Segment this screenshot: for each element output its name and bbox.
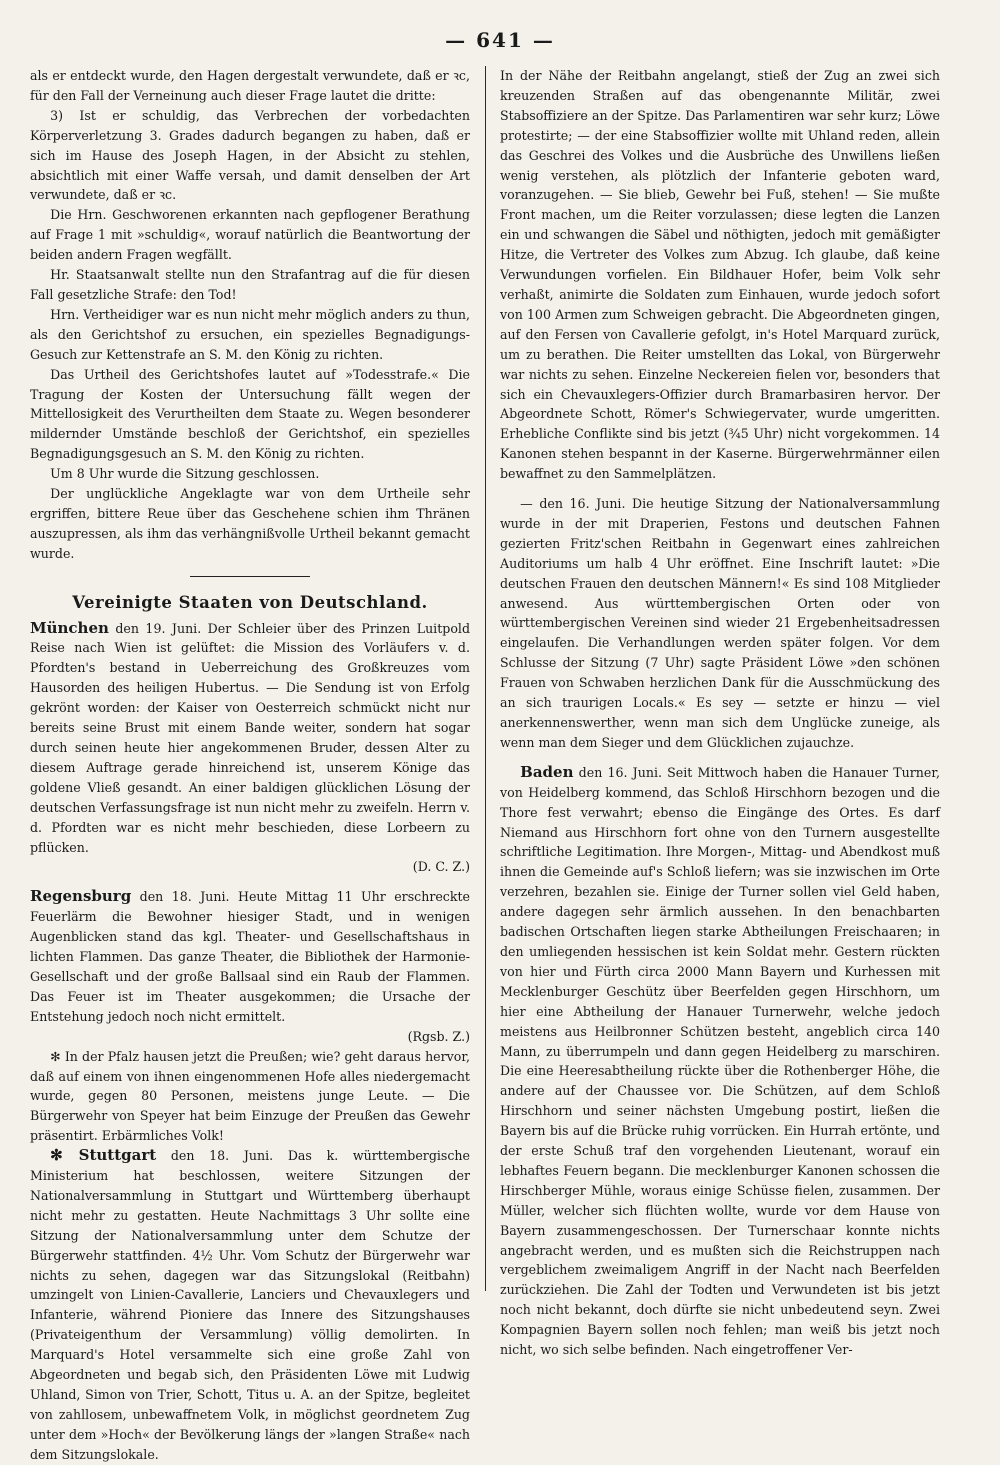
source-citation: (D. C. Z.) (412, 859, 470, 875)
paragraph: Um 8 Uhr wurde die Sitzung geschlossen. (50, 466, 320, 482)
columns (30, 66, 940, 1462)
paragraph: In der Nähe der Reitbahn angelangt, stieß der Zug an zwei sich kreuzenden Straßen auf das obengenannte Militär, zwei Stabsoffiziere an der Spitze. Das Parlamentiren war sehr kurz; Löwe protestirte; — der eine Stabsoffizier wollte mit Uhland reden, allein das Geschrei des Volkes und die Ausbrüche des Unwillens ließen wenig verstehen, als plötzlich der Infanterie geboten ward, voranzugehen. — Sie blieb, Gewehr bei Fuß, stehen! — Sie mußte Front machen, um die Reiter vorzulassen; diese legten die Lanzen ein und schwangen die Säbel und nöthigten, jedoch mit gemäßigter Hitze, die Vertreter des Volkes zum Abzug. Ich glaube, daß keine Verwundungen vorfielen. Ein Bildhauer Hofer, beim Volk sehr verhaßt, animirte die Soldaten zum Einhauen, wurde jedoch sofort von 100 Armen zum Schweigen gebracht. Die Abgeordneten gingen, auf den Fersen von Cavallerie gefolgt, in's Hotel Marquard zurück, um zu berathen. Die Reiter umstellten das Lokal, von Bürgerwehr war nichts zu sehen. Einzelne Neckereien fielen vor, besonders that sich ein Chevauxlegers-Offizier durch Bramarbasiren hervor. Der Abgeordnete Schott, Römer's Schwiegervater, wurde umgeritten. Erhebliche Conflikte sind bis jetzt (¾5 Uhr) nicht vorgekommen. 14 Kanonen stehen bespannt in der Kaserne. Bürgerwehrmänner eilen bewaffnet zu den Sammelplätzen. (500, 68, 940, 482)
paragraph: Der unglückliche Angeklagte war von dem Urtheile sehr ergriffen, bittere Reue über das Geschehene schien ihm Thränen auszupressen, als ihm das verhängnißvolle Urtheil bekannt gemacht wurde. (30, 486, 470, 561)
source-citation: (Rgsb. Z.) (407, 1028, 470, 1044)
dateline-location: Baden (520, 762, 574, 781)
column-rule (485, 66, 486, 1291)
section-divider (190, 576, 310, 577)
news-item-muenchen (30, 619, 470, 858)
news-item-baden (500, 763, 940, 1360)
news-item-pfalz: ✻ In der Pfalz hausen jetzt die Preußen; wie? geht daraus hervor, daß auf einem von ihnen eingenommenen Hofe alles niedergemacht wurde, gegen 80 Personen, meistens junge Leute. — Die Bürgerwehr von Speyer hat beim Einzuge der Preußen das Gewehr präsentirt. Erbärmliches Volk! (30, 1048, 470, 1144)
paragraph: Hrn. Vertheidiger war es nun nicht mehr möglich anders zu thun, als den Gerichtshof zu ersuchen, ein spezielles Begnadigungs-Gesuch zur Kettenstrafe an S. M. den König zu richten. (30, 306, 471, 362)
news-text: den 19. Juni. Der Schleier über des Prinzen Luitpold Reise nach Wien ist gelüftet: die Mission des Vorläufers v. d. Pfordten's bestand in Ueberreichung des Großkreuzes vom Hausorden des heiligen Hubertus. — Die Sendung ist von Erfolg gekrönt worden: der Kaiser von Oesterreich schmückt nicht nur bereits seine Brust mit einem Bande weiter, sondern hat sogar durch seinen heute hier angekommenen Bruder, dessen Alter zu diesem Auftrage gerade hinreichend ist, unserem Könige das goldene Vließ gesandt. An einer baldigen glücklichen Lösung der deutschen Verfassungsfrage ist nun nicht mehr zu zweifeln. Herrn v. d. Pfordten war es nicht mehr beschieden, diese Lorbeern zu pflücken. (30, 620, 470, 855)
right-column (500, 66, 940, 1358)
paragraph: als er entdeckt wurde, den Hagen dergestalt verwundete, daß er ꝛc, für den Fall der Verneinung auch dieser Frage lautet die dritte: (30, 68, 470, 103)
paragraph: Das Urtheil des Gerichtshofes lautet auf »Todesstrafe.« Die Tragung der Kosten der Untersuchung fällt wegen der Mittellosigkeit des Verurtheilten dem Staate zu. Wegen besonderer mildernder Umstände beschloß der Gerichtshof, ein spezielles Begnadigungsgesuch an S. M. den König zu richten. (30, 366, 470, 462)
section-title: Vereinigte Staaten von Deutschland. (72, 592, 428, 612)
news-text: den 18. Juni. Das k. württembergische Ministerium hat beschlossen, weitere Sitzungen der Nationalversammlung in Stuttgart und Württemberg überhaupt nicht mehr zu gestatten. Heute Nachmittags 3 Uhr sollte eine Sitzung der Nationalversammlung unter dem Schutze der Bürgerwehr stattfinden. 4½ Uhr. Vom Schutz der Bürgerwehr war nichts zu sehen, dagegen war das Sitzungslokal (Reitbahn) umzingelt von Linien-Cavallerie, Lanciers und Chevauxlegers und Infanterie, während Pioniere das Innere des Sitzungshauses (Privateigenthum der Versammlung) völlig demolirten. In Marquard's Hotel versammelte sich eine große Zahl von Abgeordneten und begab sich, den Präsidenten Löwe mit Ludwig Uhland, Simon von Trier, Schott, Titus u. A. an der Spitze, begleitet von zahllosem, unbewaffnetem Volk, in möglichst geordnetem Zug unter dem »Hoch« der Bevölkerung längs der »langen Straße« nach dem Sitzungslokale. (30, 1148, 471, 1462)
page-number: — 641 — (445, 28, 555, 52)
news-text: den 16. Juni. Seit Mittwoch haben die Hanauer Turner, von Heidelberg kommend, das Schloß Hirschhorn bezogen und die Thore fest verwahrt; ebenso die Eingänge des Ortes. Es darf Niemand aus Hirschhorn fort ohne von den Turnern ausgestellte schriftliche Legitimation. Ihre Morgen-, Mittag- und Abendkost muß ihnen die Gemeinde auf's Schloß liefern; was sie inzwischen im Orte verzehren, bezahlen sie. Einige der Turner sollen viel Geld haben, andere dagegen sehr ärmlich aussehen. In den benachbarten badischen Ortschaften liegen starke Abtheilungen Freischaaren; in den umliegenden hessischen ist kein Soldat mehr. Gestern rückten von hier und Fürth circa 2000 Mann Bayern und Kurhessen mit Mecklenburger Geschütz über Beerfelden gegen Hirschhorn, um hier eine Abtheilung der Hanauer Turnerwehr, welche jedoch meistens aus Heilbronner Schützen besteht, angeblich circa 140 Mann, zu überrumpeln und dann gegen Heidelberg zu marschiren. Die eine Heeresabtheilung rückte über die Rothenberger Höhe, die andere auf der Chaussee vor. Die Schützen, auf dem Schloß Hirschhorn und seiner nächsten Umgebung postirt, ließen die Bayern bis auf die Brücke ruhig vorrücken. Ein Hurrah ertönte, und der erste Schuß traf den vorgehenden Lieutenant, worauf ein lebhaftes Feuern begann. Die mecklenburger Kanonen schossen die Hirschberger Mühle, woraus einige Schüsse fielen, zusammen. Der Müller, welcher sich flüchten wollte, wurde vor dem Hause von Bayern zusammengeschossen. Der Turnerschaar konnte nichts angebracht werden, und es mußten sich die Reichstruppen nach vergeblichem zweimaligem Angriff in der Nacht nach Beerfelden zurückziehen. Die Zahl der Todten und Verwundeten ist bis jetzt noch nicht bekannt, doch dürfte sie nicht unbedeutend seyn. Zwei Kompagnien Bayern sollen noch fehlen; man weiß bis jetzt noch nicht, wo sich selbe befinden. Nach eingetroffener Ver- (500, 764, 940, 1358)
paragraph: Hr. Staatsanwalt stellte nun den Strafantrag auf die für diesen Fall gesetzliche Strafe: den Tod! (30, 267, 470, 302)
left-column (30, 66, 471, 1462)
news-item-regensburg (30, 887, 470, 1026)
paragraph: 3) Ist er schuldig, das Verbrechen der vorbedachten Körperverletzung 3. Grades dadurch begangen zu haben, daß er sich im Hause des Joseph Hagen, in der Absicht zu stehlen, absichtlich mit einer Waffe versah, und damit denselben der Art verwundete, daß er ꝛc. (30, 107, 470, 203)
dateline-location: München (30, 618, 109, 637)
dateline-location: Regensburg (30, 887, 132, 906)
paragraph: Die Hrn. Geschworenen erkannten nach gepflogener Berathung auf Frage 1 mit »schuldig«, worauf natürlich die Beantwortung der beiden andern Fragen wegfällt. (30, 207, 470, 263)
news-item-stuttgart (30, 1146, 470, 1465)
news-text: den 18. Juni. Heute Mittag 11 Uhr erschreckte Feuerlärm die Bewohner hiesiger Stadt, und in wenigen Augenblicken stand das kgl. Theater- und Gesellschaftshaus in lichten Flammen. Das ganze Theater, die Bibliothek der Harmonie-Gesellschaft und der große Ballsaal sind ein Raub der Flammen. Das Feuer ist im Theater ausgekommen; die Ursache der Entstehung jedoch noch nicht ermittelt. (30, 889, 470, 1024)
paragraph: — den 16. Juni. Die heutige Sitzung der Nationalversammlung wurde in der mit Draperien, Festons und deutschen Fahnen gezierten Fritz'schen Reitbahn in Gegenwart eines zahlreichen Auditoriums um halb 4 Uhr eröffnet. Eine Inschrift lautet: »Die deutschen Frauen den deutschen Männern!« Es sind 108 Mitglieder anwesend. Aus württembergischen Orten oder von württembergischen Vereinen sind wieder 21 Ergebenheitsadressen eingelaufen. Die Verhandlungen werden später folgen. Vor dem Schlusse der Sitzung (7 Uhr) sagte Präsident Löwe »den schönen Frauen von Schwaben herzlichen Dank für die Ausschmückung des an sich traurigen Locals.« Es sey — setzte er hinzu — viel anerkennenswerther, wenn man sich dem Unglücke zuneige, als wenn man dem Sieger und dem Glücklichen zujauchze. (500, 496, 940, 750)
dateline-location: ✻ Stuttgart (50, 1146, 157, 1165)
